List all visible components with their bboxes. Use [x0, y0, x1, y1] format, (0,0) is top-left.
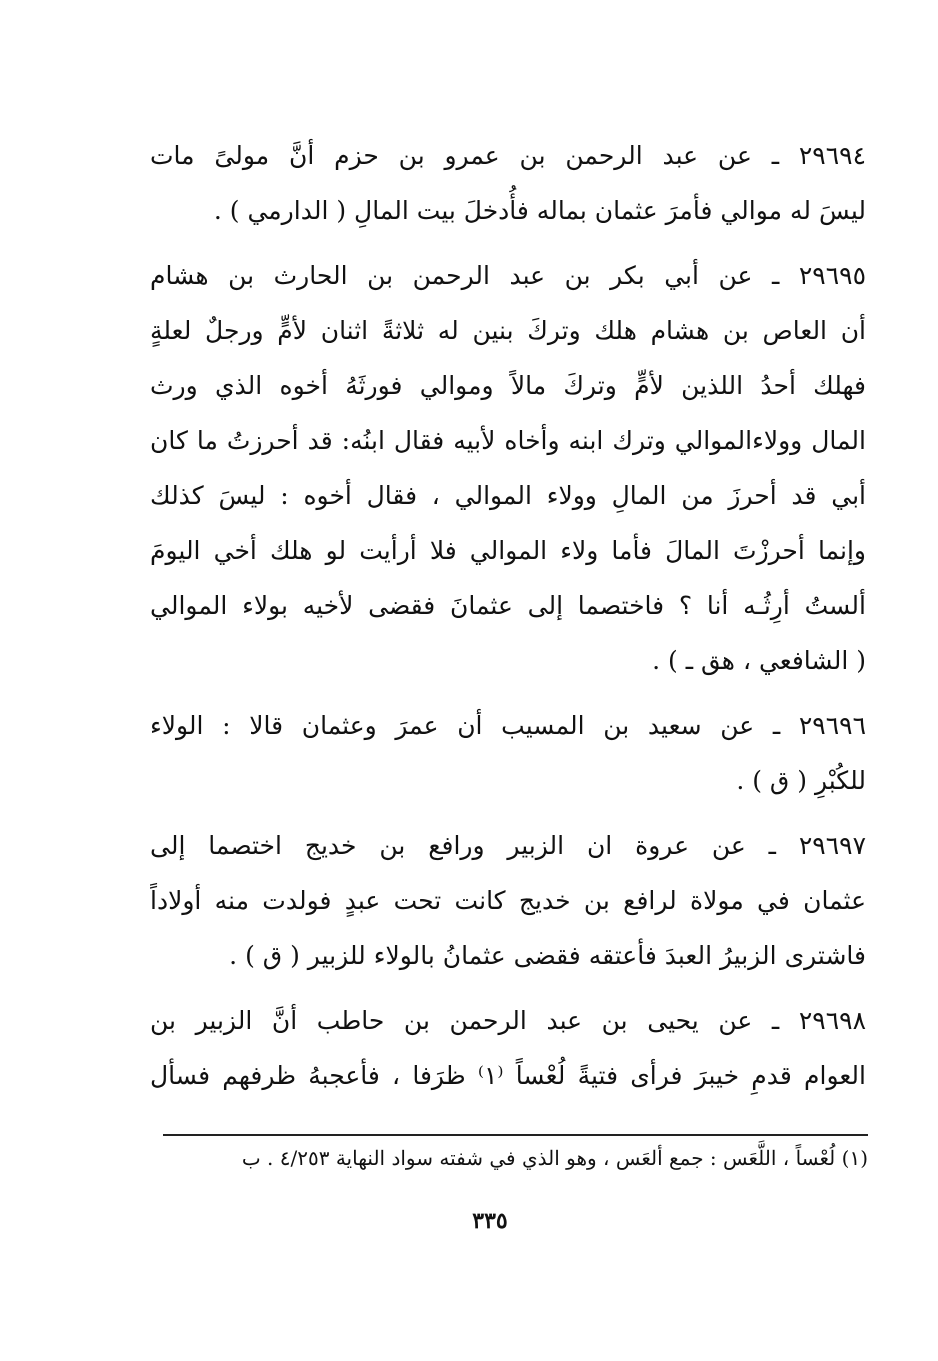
hadith-29694	[150, 128, 866, 238]
text-line: ٢٩٦٩٦ ـ عن سعيد بن المسيب أن عمرَ وعثمان قالا : الولاء	[150, 711, 866, 740]
hadith-29698	[150, 993, 866, 1103]
text-line: ألستُ أرِثُـه أنا ؟ فاختصما إلى عثمانَ فقضى لأخيه بولاء الموالي	[150, 591, 866, 620]
main-text	[150, 128, 866, 1113]
text-line: ٢٩٦٩٤ ـ عن عبد الرحمن بن عمرو بن حزم أنَّ مولىً مات	[150, 141, 866, 170]
text-line: العوام قدمِ خيبرَ فرأى فتيةً لُعْساً ⁽١⁾ ظرَفا ، فأعجبهُ ظرفهم فسأل	[150, 1061, 866, 1090]
hadith-29695	[150, 248, 866, 688]
text-line: فهلك أحدُ اللذين لأمٍّ وتركَ مالاً وموالي فورثَهُ أخوه الذي ورث	[150, 371, 866, 400]
footnote: (١) لُعْساً ، اللَّعَس : جمع ألعَس ، وهو الذي في شفته سواد النهاية ٤/٢٥٣ . ب	[241, 1146, 868, 1170]
text-line: وإنما أحرزْتَ المالَ فأما ولاء الموالي فلا أرأيت لو هلك أخي اليومَ	[150, 536, 866, 565]
hadith-29696	[150, 698, 866, 808]
text-line: ( الشافعي ، هق ـ ) .	[652, 646, 866, 675]
text-line: عثمان في مولاة لرافع بن خديج كانت تحت عبدٍ فولدت منه أولاداً	[150, 886, 866, 915]
text-line: أن العاص بن هشام هلك وتركَ بنين له ثلاثةً اثنان لأمٍّ ورجلٌ لعلةٍ	[150, 316, 866, 345]
text-line: أبي قد أحرزَ من المالِ وولاء الموالي ، فقال أخوه : ليسَ كذلك	[150, 481, 866, 510]
text-line: ٢٩٦٩٨ ـ عن يحيى بن عبد الرحمن بن حاطب أنَّ الزبير بن	[150, 1006, 866, 1035]
text-line: ليسَ له موالي فأمرَ عثمان بماله فأُدخلَ بيت المالِ ( الدارمي ) .	[213, 196, 866, 225]
text-line: للكُبْرِ ( ق ) .	[736, 766, 866, 795]
text-line: ٢٩٦٩٧ ـ عن عروة ان الزبير ورافع بن خديج اختصما إلى	[150, 831, 866, 860]
text-line: المال وولاءالموالي وترك ابنه وأخاه لأبيه فقال ابنُه: قد أحرزتُ ما كان	[150, 426, 866, 455]
hadith-29697	[150, 818, 866, 983]
text-line: فاشترى الزبيرُ العبدَ فأعتقه فقضى عثمانُ بالولاء للزبير ( ق ) .	[229, 941, 866, 970]
page-number: ٣٣٥	[472, 1208, 508, 1234]
footnote-divider	[163, 1134, 868, 1136]
text-line: ٢٩٦٩٥ ـ عن أبي بكر بن عبد الرحمن بن الحارث بن هشام	[150, 261, 866, 290]
